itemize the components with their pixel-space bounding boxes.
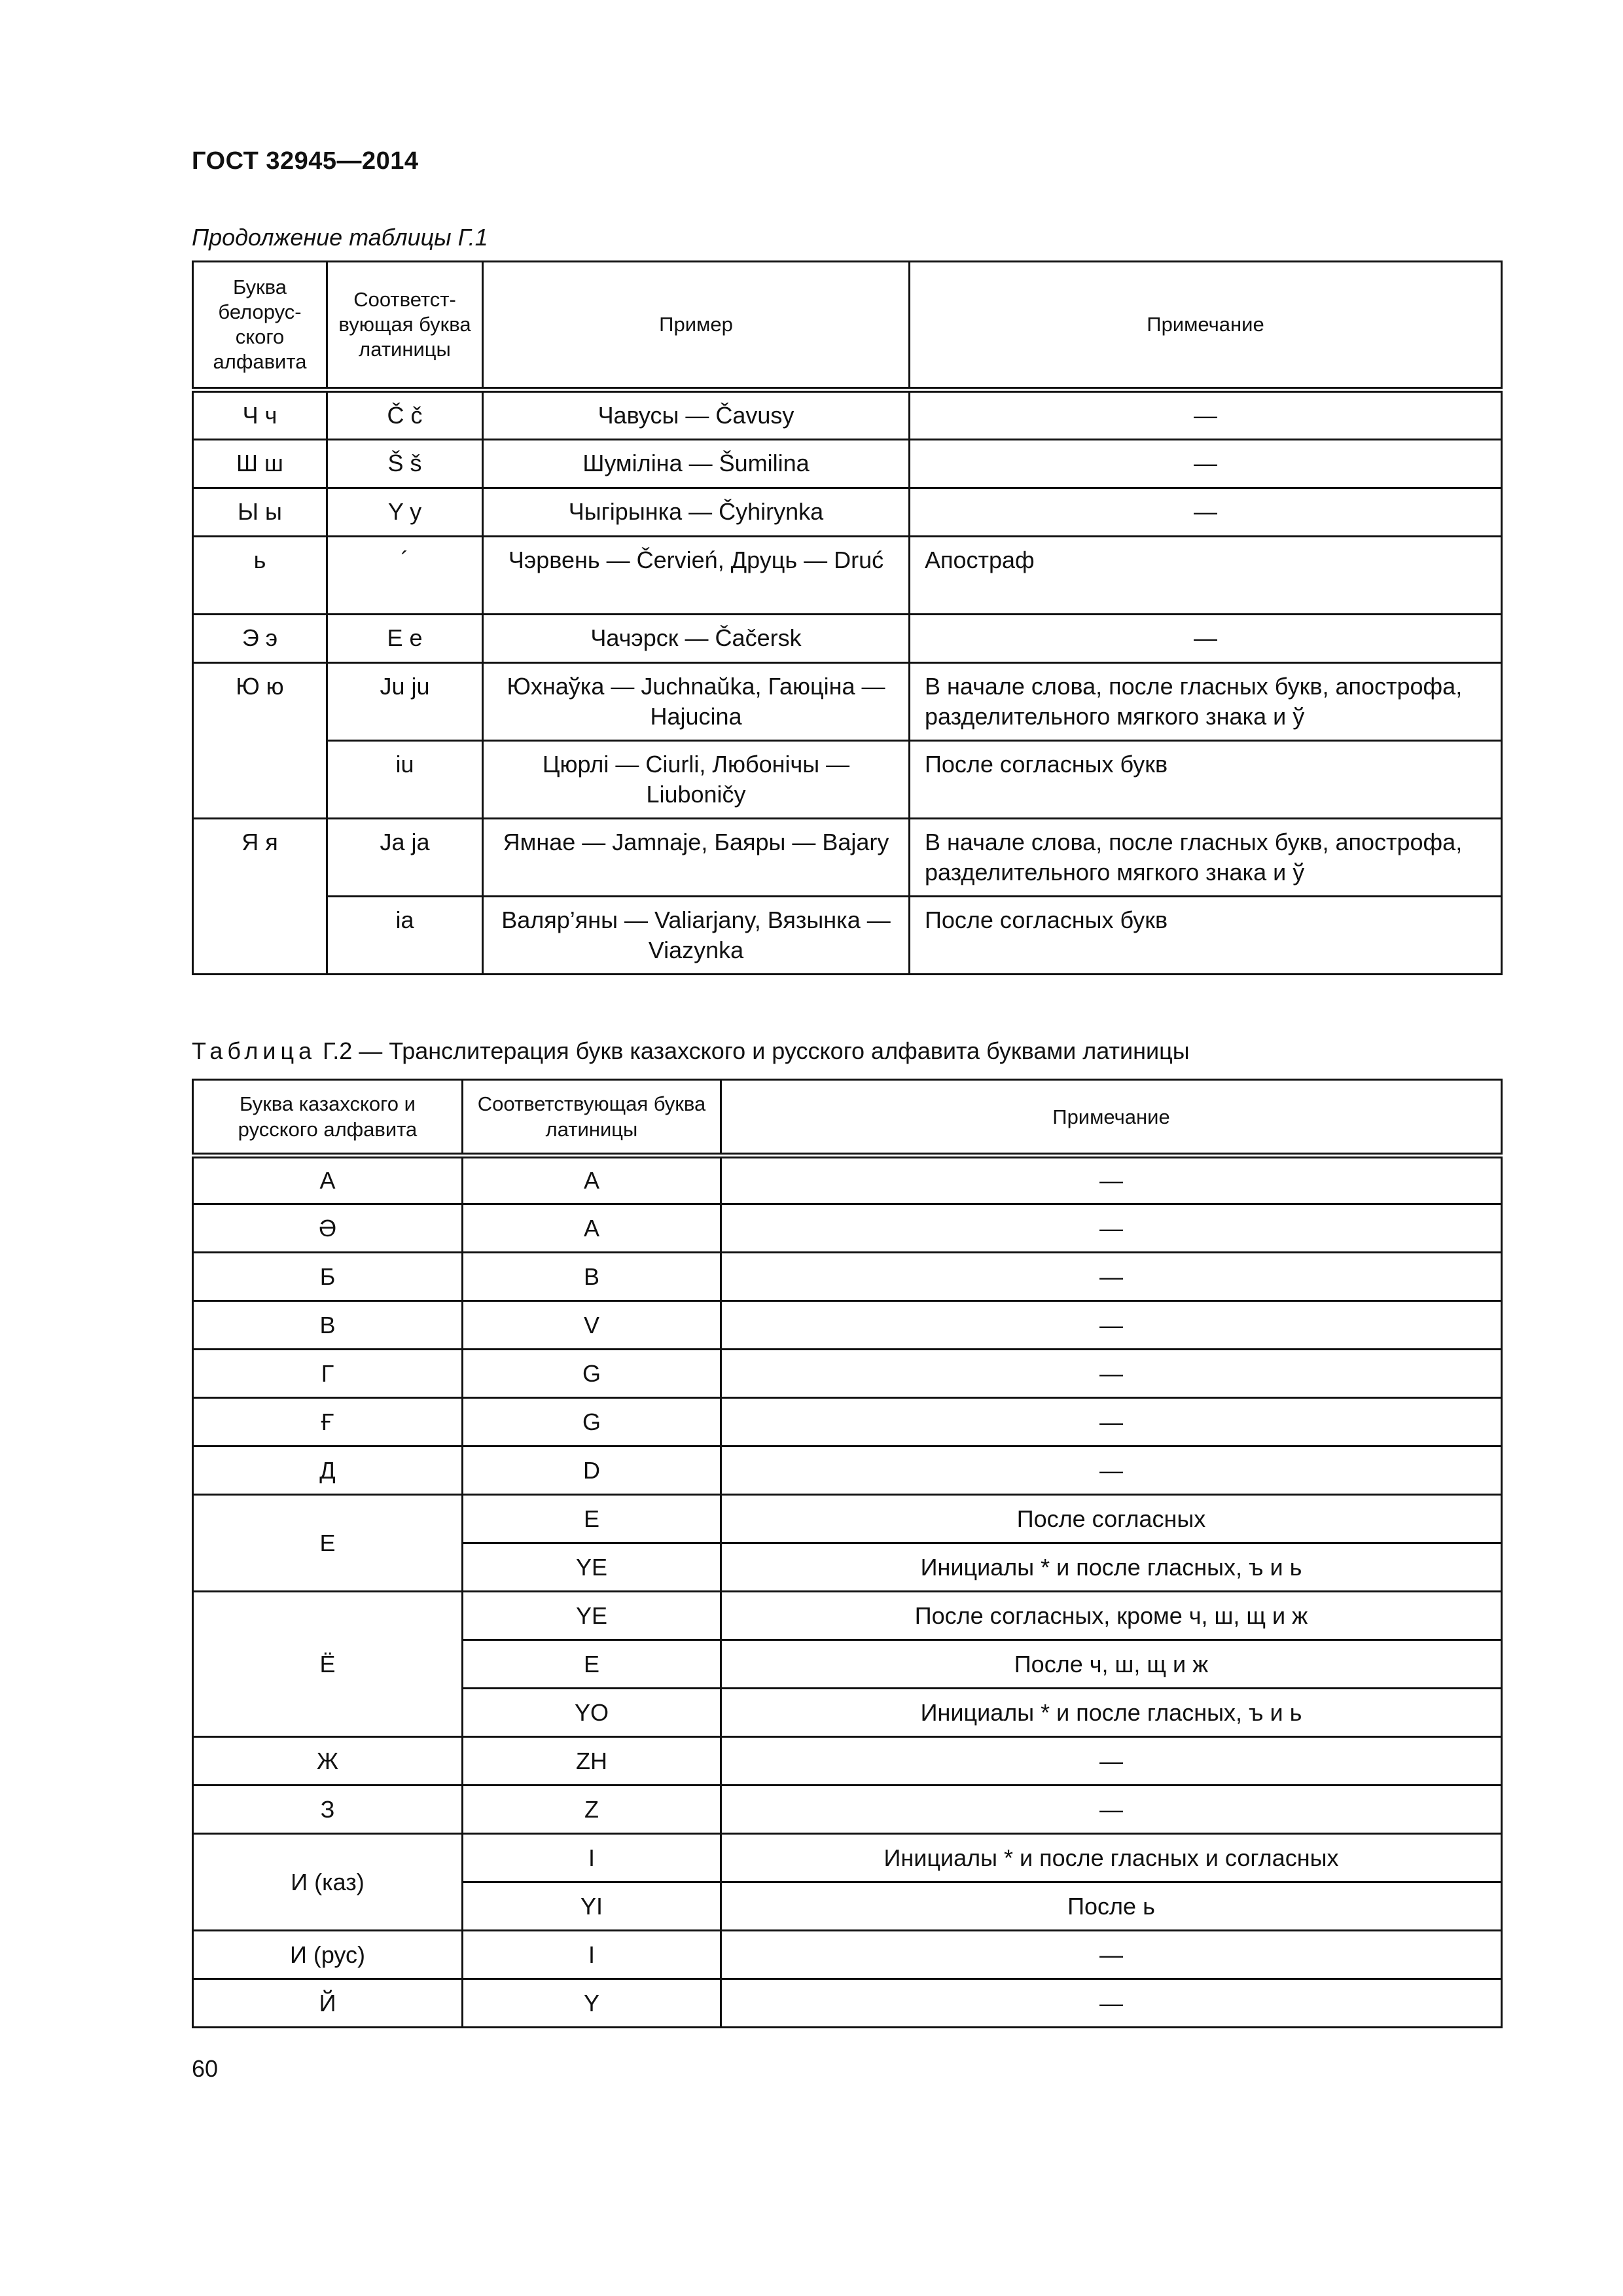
table-row [193, 1301, 1502, 1350]
note-cell: После согласных букв [910, 741, 1502, 819]
table-row [193, 1931, 1502, 1979]
table-row [193, 537, 1502, 615]
letter-cell: Ж [193, 1737, 463, 1785]
letter-cell: Д [193, 1446, 463, 1495]
example-cell: Чачэрск — Čačersk [483, 615, 910, 663]
latin-cell: ia [327, 897, 483, 975]
example-cell: Чэрвень — Červień, Друць — Druć [483, 537, 910, 615]
table-header-row [193, 1080, 1502, 1156]
note-cell: — [721, 1737, 1502, 1785]
note-cell: — [721, 1931, 1502, 1979]
note-cell: В начале слова, после гласных букв, апострофа, разделительного мягкого знака и ў [910, 663, 1502, 741]
table-header-row [193, 262, 1502, 390]
table-row [193, 741, 1502, 819]
example-cell: Валяр’яны — Valiarjany, Вязынка — Viazynka [483, 897, 910, 975]
note-cell: — [721, 1301, 1502, 1350]
table2-caption-prefix: Таблица [192, 1037, 317, 1064]
letter-cell: Ә [193, 1204, 463, 1253]
latin-cell: Y [463, 1979, 721, 2028]
latin-cell: Y y [327, 488, 483, 537]
table-row [193, 1446, 1502, 1495]
latin-cell: I [463, 1834, 721, 1882]
table-row [193, 1592, 1502, 1640]
table-row [193, 663, 1502, 741]
letter-cell: И (рус) [193, 1931, 463, 1979]
table-row [193, 1204, 1502, 1253]
latin-cell: ZH [463, 1737, 721, 1785]
table-row [193, 615, 1502, 663]
latin-cell: Č č [327, 390, 483, 440]
header-cell: Примечание [910, 262, 1502, 390]
table-row [193, 819, 1502, 897]
note-cell: — [721, 1253, 1502, 1301]
page-number: 60 [192, 2055, 219, 2082]
latin-cell: B [463, 1253, 721, 1301]
note-cell: — [910, 488, 1502, 537]
latin-cell: Ju ju [327, 663, 483, 741]
note-cell: — [910, 615, 1502, 663]
table-row [193, 1398, 1502, 1446]
letter-cell: В [193, 1301, 463, 1350]
letter-cell: И (каз) [193, 1834, 463, 1931]
note-cell: Инициалы * и после гласных, ъ и ь [721, 1689, 1502, 1737]
note-cell: Инициалы * и после гласных, ъ и ь [721, 1543, 1502, 1592]
latin-cell: G [463, 1350, 721, 1398]
letter-cell: А [193, 1156, 463, 1204]
note-cell: После согласных, кроме ч, ш, щ и ж [721, 1592, 1502, 1640]
letter-cell: Ш ш [193, 440, 327, 488]
note-cell: Апостраф [910, 537, 1502, 615]
example-cell: Чыгірынка — Čyhirynka [483, 488, 910, 537]
latin-cell: A [463, 1204, 721, 1253]
note-cell: В начале слова, после гласных букв, апострофа, разделительного мягкого знака и ў [910, 819, 1502, 897]
header-cell: Примечание [721, 1080, 1502, 1156]
example-cell: Шуміліна — Šumilina [483, 440, 910, 488]
example-cell: Чавусы — Čavusy [483, 390, 910, 440]
table-row [193, 1834, 1502, 1882]
latin-cell: I [463, 1931, 721, 1979]
table-row [193, 1785, 1502, 1834]
note-cell: После ь [721, 1882, 1502, 1931]
example-cell: Цюрлі — Ciurli, Любонічы — Liuboničy [483, 741, 910, 819]
latin-cell: Š š [327, 440, 483, 488]
latin-cell: YO [463, 1689, 721, 1737]
latin-cell: G [463, 1398, 721, 1446]
header-cell: Соответст-вующая буква латиницы [327, 262, 483, 390]
latin-cell: ´ [327, 537, 483, 615]
belarusian-transliteration-table [192, 260, 1503, 975]
note-cell: Инициалы * и после гласных и согласных [721, 1834, 1502, 1882]
table2-caption-text: Г.2 — Транслитерация букв казахского и русского алфавита буквами латиницы [316, 1037, 1190, 1064]
header-cell: Буква белорус-ского алфавита [193, 262, 327, 390]
table-row [193, 1350, 1502, 1398]
table-row [193, 1979, 1502, 2028]
latin-cell: YE [463, 1592, 721, 1640]
latin-cell: Z [463, 1785, 721, 1834]
header-cell: Соответствующая буква латиницы [463, 1080, 721, 1156]
latin-cell: A [463, 1156, 721, 1204]
note-cell: — [721, 1204, 1502, 1253]
letter-cell: Ч ч [193, 390, 327, 440]
table2-caption [192, 1037, 1190, 1065]
letter-cell: Э э [193, 615, 327, 663]
note-cell: После согласных букв [910, 897, 1502, 975]
letter-cell: Я я [193, 819, 327, 975]
letter-cell: Ы ы [193, 488, 327, 537]
note-cell: — [721, 1398, 1502, 1446]
table-row [193, 1253, 1502, 1301]
letter-cell: Й [193, 1979, 463, 2028]
letter-cell: Ё [193, 1592, 463, 1737]
header-cell: Буква казахского и русского алфавита [193, 1080, 463, 1156]
letter-cell: Е [193, 1495, 463, 1592]
latin-cell: E e [327, 615, 483, 663]
note-cell: — [721, 1156, 1502, 1204]
letter-cell: ь [193, 537, 327, 615]
letter-cell: Ю ю [193, 663, 327, 819]
letter-cell: Б [193, 1253, 463, 1301]
header-cell: Пример [483, 262, 910, 390]
table-row [193, 1156, 1502, 1204]
latin-cell: D [463, 1446, 721, 1495]
latin-cell: V [463, 1301, 721, 1350]
latin-cell: iu [327, 741, 483, 819]
example-cell: Ямнае — Jamnaje, Баяры — Bajary [483, 819, 910, 897]
table-row [193, 390, 1502, 440]
latin-cell: Ja ja [327, 819, 483, 897]
table-row [193, 1495, 1502, 1543]
latin-cell: E [463, 1495, 721, 1543]
note-cell: — [721, 1785, 1502, 1834]
table-row [193, 440, 1502, 488]
note-cell: — [910, 440, 1502, 488]
table-row [193, 488, 1502, 537]
table-row [193, 1737, 1502, 1785]
note-cell: После согласных [721, 1495, 1502, 1543]
latin-cell: E [463, 1640, 721, 1689]
table1-caption: Продолжение таблицы Г.1 [192, 224, 488, 251]
note-cell: — [721, 1979, 1502, 2028]
note-cell: После ч, ш, щ и ж [721, 1640, 1502, 1689]
letter-cell: Г [193, 1350, 463, 1398]
latin-cell: YE [463, 1543, 721, 1592]
kazakh-russian-transliteration-table [192, 1079, 1503, 2028]
table-row [193, 897, 1502, 975]
letter-cell: Ғ [193, 1398, 463, 1446]
note-cell: — [910, 390, 1502, 440]
document-title: ГОСТ 32945—2014 [192, 147, 419, 175]
latin-cell: YI [463, 1882, 721, 1931]
letter-cell: З [193, 1785, 463, 1834]
example-cell: Юхнаўка — Juchnaŭka, Гаюціна — Hajucina [483, 663, 910, 741]
note-cell: — [721, 1446, 1502, 1495]
note-cell: — [721, 1350, 1502, 1398]
